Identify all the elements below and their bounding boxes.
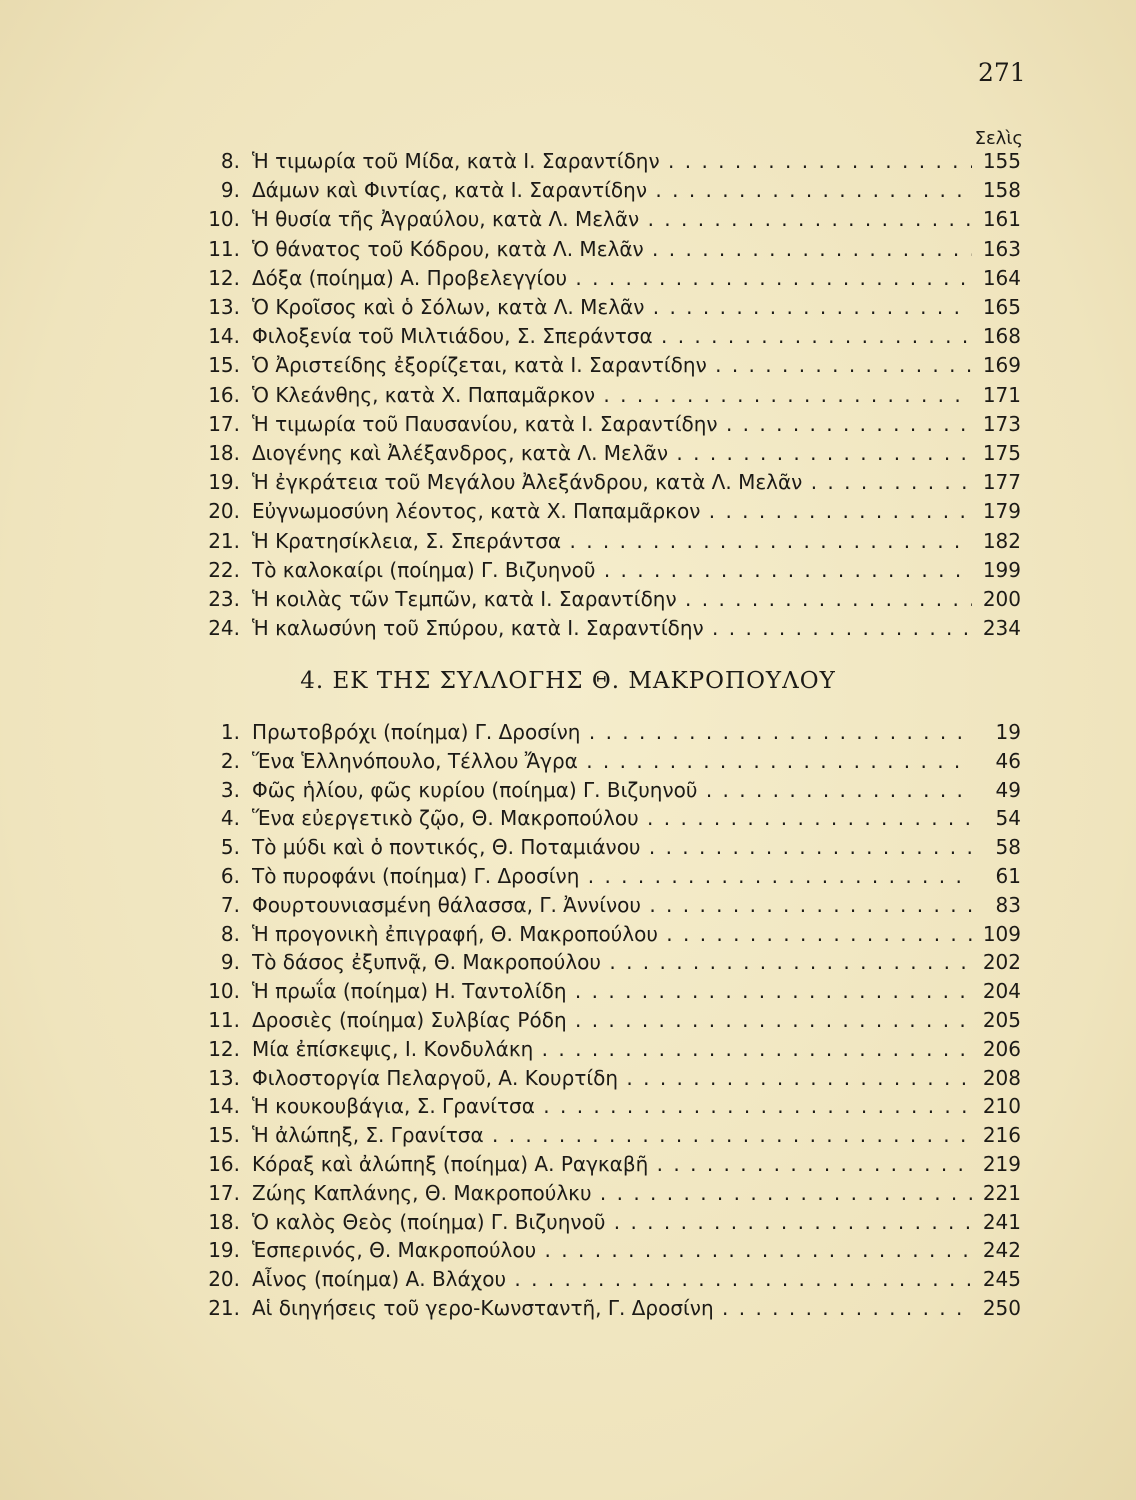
toc-entry-page: 165 — [982, 295, 1021, 319]
toc-entry-title: Εὐγνωμοσύνη λέοντος, κατὰ Χ. Παπαμᾶρκον . . . — [252, 497, 972, 526]
toc-entry-title: Ἡ ἐγκράτεια τοῦ Μεγάλου Ἀλεξάνδρου, κατὰ Λ. Μελᾶν . . . — [252, 468, 972, 497]
toc-entry — [0, 527, 1136, 556]
toc-entry-number: 21. — [208, 1296, 240, 1320]
toc-entry-page: 210 — [982, 1094, 1021, 1119]
toc-entry-page: 168 — [982, 324, 1021, 349]
toc-entry — [0, 1035, 1136, 1064]
toc-entry-title: Φῶς ἡλίου, φῶς κυρίου (ποίημα) Γ. Βιζυηνοῦ . . . — [252, 776, 972, 805]
toc-entry — [0, 176, 1136, 205]
toc-entry-number: 20. — [208, 499, 240, 524]
toc-entry-number: 23. — [208, 587, 240, 611]
toc-entry-title: Ὁ Κροῖσος καὶ ὁ Σόλων, κατὰ Λ. Μελᾶν . . . — [252, 293, 972, 322]
toc-entry-title: Ἡ κουκουβάγια, Σ. Γρανίτσα . . . — [252, 1092, 972, 1121]
toc-entry-page: 241 — [982, 1209, 1021, 1234]
toc-entry-title: Ὁ καλὸς Θεὸς (ποίημα) Γ. Βιζυηνοῦ . . . — [252, 1208, 972, 1237]
toc-entry-number: 20. — [208, 1267, 240, 1292]
toc-entry-number: 3. — [220, 777, 240, 802]
toc-entry-title: Ἑσπερινός, Θ. Μακροπούλου . . . — [252, 1236, 972, 1265]
toc-entry-page: 204 — [982, 979, 1021, 1004]
page-number: 271 — [978, 58, 1026, 87]
toc-entry-page: 164 — [982, 265, 1021, 290]
toc-entry-number: 5. — [220, 835, 240, 860]
toc-entry-page: 208 — [982, 1065, 1021, 1090]
toc-entry-title: Φιλοστοργία Πελαργοῦ, Α. Κουρτίδη . . . — [252, 1064, 972, 1093]
toc-entry — [0, 585, 1136, 614]
toc-entry — [0, 1265, 1136, 1294]
toc-entry — [0, 264, 1136, 293]
toc-entry-number: 22. — [208, 557, 240, 582]
toc-entry-number: 6. — [220, 864, 240, 888]
toc-entry-page: 250 — [982, 1296, 1021, 1320]
toc-entry — [0, 1006, 1136, 1035]
toc-entry — [0, 747, 1136, 776]
toc-entry — [0, 147, 1136, 176]
toc-entry-title: Ἡ καλωσύνη τοῦ Σπύρου, κατὰ Ι. Σαραντίδην . . . — [252, 614, 972, 643]
toc-entry-title: Ἡ θυσία τῆς Ἀγραύλου, κατὰ Λ. Μελᾶν . . . — [252, 205, 972, 234]
toc-entry-title: Τὸ πυροφάνι (ποίημα) Γ. Δροσίνη . . . — [252, 862, 972, 891]
toc-entry-number: 10. — [208, 979, 240, 1004]
toc-entry-title: Ὁ θάνατος τοῦ Κόδρου, κατὰ Λ. Μελᾶν . . . — [252, 235, 972, 264]
toc-entry-title: Αἱ διηγήσεις τοῦ γερο-Κωνσταντῆ, Γ. Δροσίνη . . . — [252, 1294, 972, 1323]
toc-entry-number: 17. — [208, 1180, 240, 1205]
toc-entry-title: Ἡ κοιλὰς τῶν Τεμπῶν, κατὰ Ι. Σαραντίδην . . . — [252, 585, 972, 614]
toc-entry-title: Ὁ Ἀριστείδης ἐξορίζεται, κατὰ Ι. Σαραντίδην . . . — [252, 351, 972, 380]
toc-entry — [0, 1208, 1136, 1237]
toc-entry — [0, 468, 1136, 497]
toc-entry-page: 206 — [982, 1036, 1021, 1061]
toc-entry — [0, 293, 1136, 322]
toc-entry-page: 155 — [982, 149, 1021, 173]
toc-entry — [0, 977, 1136, 1006]
toc-entry-number: 18. — [208, 441, 240, 465]
toc-entry — [0, 804, 1136, 833]
toc-entry-title: Τὸ μύδι καὶ ὁ ποντικός, Θ. Ποταμιάνου . . . — [252, 833, 972, 862]
toc-entry-page: 61 — [995, 864, 1021, 888]
toc-entry — [0, 381, 1136, 410]
toc-entry-page: 163 — [982, 236, 1021, 261]
toc-entry-title: Ἡ τιμωρία τοῦ Μίδα, κατὰ Ι. Σαραντίδην . . . — [252, 147, 972, 176]
toc-entry — [0, 1064, 1136, 1093]
toc-entry-title: Ἡ ἀλώπηξ, Σ. Γρανίτσα . . . — [252, 1121, 972, 1150]
toc-entry-title: Δροσιὲς (ποίημα) Συλβίας Ρόδη . . . — [252, 1006, 972, 1035]
toc-entry — [0, 1294, 1136, 1323]
toc-entry — [0, 205, 1136, 234]
toc-entry-page: 242 — [982, 1238, 1021, 1263]
toc-entry — [0, 891, 1136, 920]
toc-entry-number: 7. — [220, 892, 240, 917]
toc-entry-page: 109 — [982, 921, 1021, 946]
toc-entry-page: 58 — [995, 835, 1021, 860]
toc-entry — [0, 1121, 1136, 1150]
toc-entry — [0, 948, 1136, 977]
toc-entry-title: Δάμων καὶ Φιντίας, κατὰ Ι. Σαραντίδην . . . — [252, 176, 972, 205]
toc-entry-number: 17. — [208, 411, 240, 436]
toc-entry-number: 8. — [220, 149, 240, 173]
toc-entry-title: Ζώης Καπλάνης, Θ. Μακροπούλκυ . . . — [252, 1179, 972, 1208]
toc-entry-number: 4. — [220, 806, 240, 831]
toc-entry-page: 179 — [982, 499, 1021, 524]
toc-entry-number: 12. — [208, 1036, 240, 1061]
toc-entry-title: Ἡ προγονικὴ ἐπιγραφή, Θ. Μακροπούλου . . . — [252, 920, 972, 949]
toc-entry-number: 13. — [208, 295, 240, 319]
toc-entry — [0, 862, 1136, 891]
toc-entry-title: Ἡ τιμωρία τοῦ Παυσανίου, κατὰ Ι. Σαραντίδην . . . — [252, 410, 972, 439]
section-heading: 4. ΕΚ ΤΗΣ ΣΥΛΛΟΓΗΣ Θ. ΜΑΚΡΟΠΟΥΛΟΥ — [300, 668, 836, 694]
toc-entry — [0, 1179, 1136, 1208]
toc-entry-number: 12. — [208, 265, 240, 290]
toc-entry-number: 8. — [220, 921, 240, 946]
toc-entry-number: 1. — [220, 720, 240, 744]
toc-entry — [0, 1236, 1136, 1265]
toc-entry-title: Φιλοξενία τοῦ Μιλτιάδου, Σ. Σπεράντσα . . . — [252, 322, 972, 351]
toc-entry-title: Ἕνα εὐεργετικὸ ζῷο, Θ. Μακροπούλου . . . — [252, 804, 972, 833]
toc-entry-title: Φουρτουνιασμένη θάλασσα, Γ. Ἀννίνου . . . — [252, 891, 972, 920]
toc-entry-title: Μία ἐπίσκεψις, Ι. Κονδυλάκη . . . — [252, 1035, 972, 1064]
toc-entry-title: Ἡ πρωΐα (ποίημα) Η. Ταντολίδη . . . — [252, 977, 972, 1006]
toc-entry-page: 158 — [982, 178, 1021, 203]
toc-entry — [0, 410, 1136, 439]
toc-entry-page: 83 — [995, 892, 1021, 917]
toc-entry-page: 200 — [982, 587, 1021, 611]
toc-entry-number: 24. — [208, 616, 240, 641]
toc-entry-number: 16. — [208, 382, 240, 407]
toc-entry-page: 205 — [982, 1008, 1021, 1032]
toc-entry-number: 14. — [208, 1094, 240, 1119]
toc-entry-page: 177 — [982, 470, 1021, 495]
toc-entry-page: 169 — [982, 353, 1021, 378]
toc-entry-page: 202 — [982, 950, 1021, 975]
toc-entry-number: 10. — [208, 207, 240, 232]
toc-entry-number: 14. — [208, 324, 240, 349]
toc-entry — [0, 351, 1136, 380]
toc-entry — [0, 1150, 1136, 1179]
toc-entry-page: 175 — [982, 441, 1021, 465]
toc-entry-number: 18. — [208, 1209, 240, 1234]
toc-entry-title: Πρωτοβρόχι (ποίημα) Γ. Δροσίνη . . . — [252, 718, 972, 747]
toc-entry-title: Ὁ Κλεάνθης, κατὰ Χ. Παπαμᾶρκον . . . — [252, 381, 972, 410]
toc-entry — [0, 1092, 1136, 1121]
toc-entry-page: 19 — [995, 720, 1021, 744]
toc-entry-number: 11. — [208, 1008, 240, 1032]
toc-entry-title: Ἡ Κρατησίκλεια, Σ. Σπεράντσα . . . — [252, 527, 972, 556]
toc-entry-number: 13. — [208, 1065, 240, 1090]
toc-entry-page: 173 — [982, 411, 1021, 436]
toc-entry — [0, 556, 1136, 585]
toc-entry-page: 54 — [995, 806, 1021, 831]
toc-entry-title: Τὸ δάσος ἐξυπνᾷ, Θ. Μακροπούλου . . . — [252, 948, 972, 977]
toc-entry — [0, 439, 1136, 468]
toc-entry-title: Δόξα (ποίημα) Α. Προβελεγγίου . . . — [252, 264, 972, 293]
toc-entry-page: 199 — [982, 557, 1021, 582]
toc-entry-page: 161 — [982, 207, 1021, 232]
toc-entry-number: 15. — [208, 353, 240, 378]
toc-entry-title: Αἶνος (ποίημα) Α. Βλάχου . . . — [252, 1265, 972, 1294]
toc-entry — [0, 833, 1136, 862]
toc-entry-number: 9. — [220, 950, 240, 975]
column-header-page: Σελὶς — [974, 128, 1023, 149]
toc-entry-number: 16. — [208, 1152, 240, 1176]
toc-entry-title: Κόραξ καὶ ἀλώπηξ (ποίημα) Α. Ραγκαβῆ . . . — [252, 1150, 972, 1179]
toc-entry-number: 9. — [220, 178, 240, 203]
toc-entry — [0, 497, 1136, 526]
toc-entry — [0, 776, 1136, 805]
toc-entry-number: 11. — [208, 236, 240, 261]
toc-entry-page: 171 — [982, 382, 1021, 407]
toc-entry-number: 19. — [208, 470, 240, 495]
toc-entry-title: Διογένης καὶ Ἀλέξανδρος, κατὰ Λ. Μελᾶν . . . — [252, 439, 972, 468]
toc-entry-number: 15. — [208, 1123, 240, 1148]
toc-entry-page: 49 — [995, 777, 1021, 802]
toc-entry — [0, 718, 1136, 747]
toc-entry — [0, 920, 1136, 949]
toc-entry-title: Τὸ καλοκαίρι (ποίημα) Γ. Βιζυηνοῦ . . . — [252, 556, 972, 585]
toc-entry-page: 182 — [982, 528, 1021, 553]
toc-entry-number: 21. — [208, 528, 240, 553]
toc-entry — [0, 322, 1136, 351]
toc-entry-page: 245 — [982, 1267, 1021, 1292]
toc-entry-page: 219 — [982, 1152, 1021, 1176]
toc-entry-page: 216 — [982, 1123, 1021, 1148]
toc-entry — [0, 235, 1136, 264]
toc-entry-page: 221 — [982, 1180, 1021, 1205]
toc-entry-title: Ἕνα Ἑλληνόπουλο, Τέλλου Ἄγρα . . . — [252, 747, 972, 776]
toc-entry-page: 46 — [995, 748, 1021, 773]
toc-entry — [0, 614, 1136, 643]
toc-entry-page: 234 — [982, 616, 1021, 641]
toc-entry-number: 2. — [220, 748, 240, 773]
toc-entry-number: 19. — [208, 1238, 240, 1263]
